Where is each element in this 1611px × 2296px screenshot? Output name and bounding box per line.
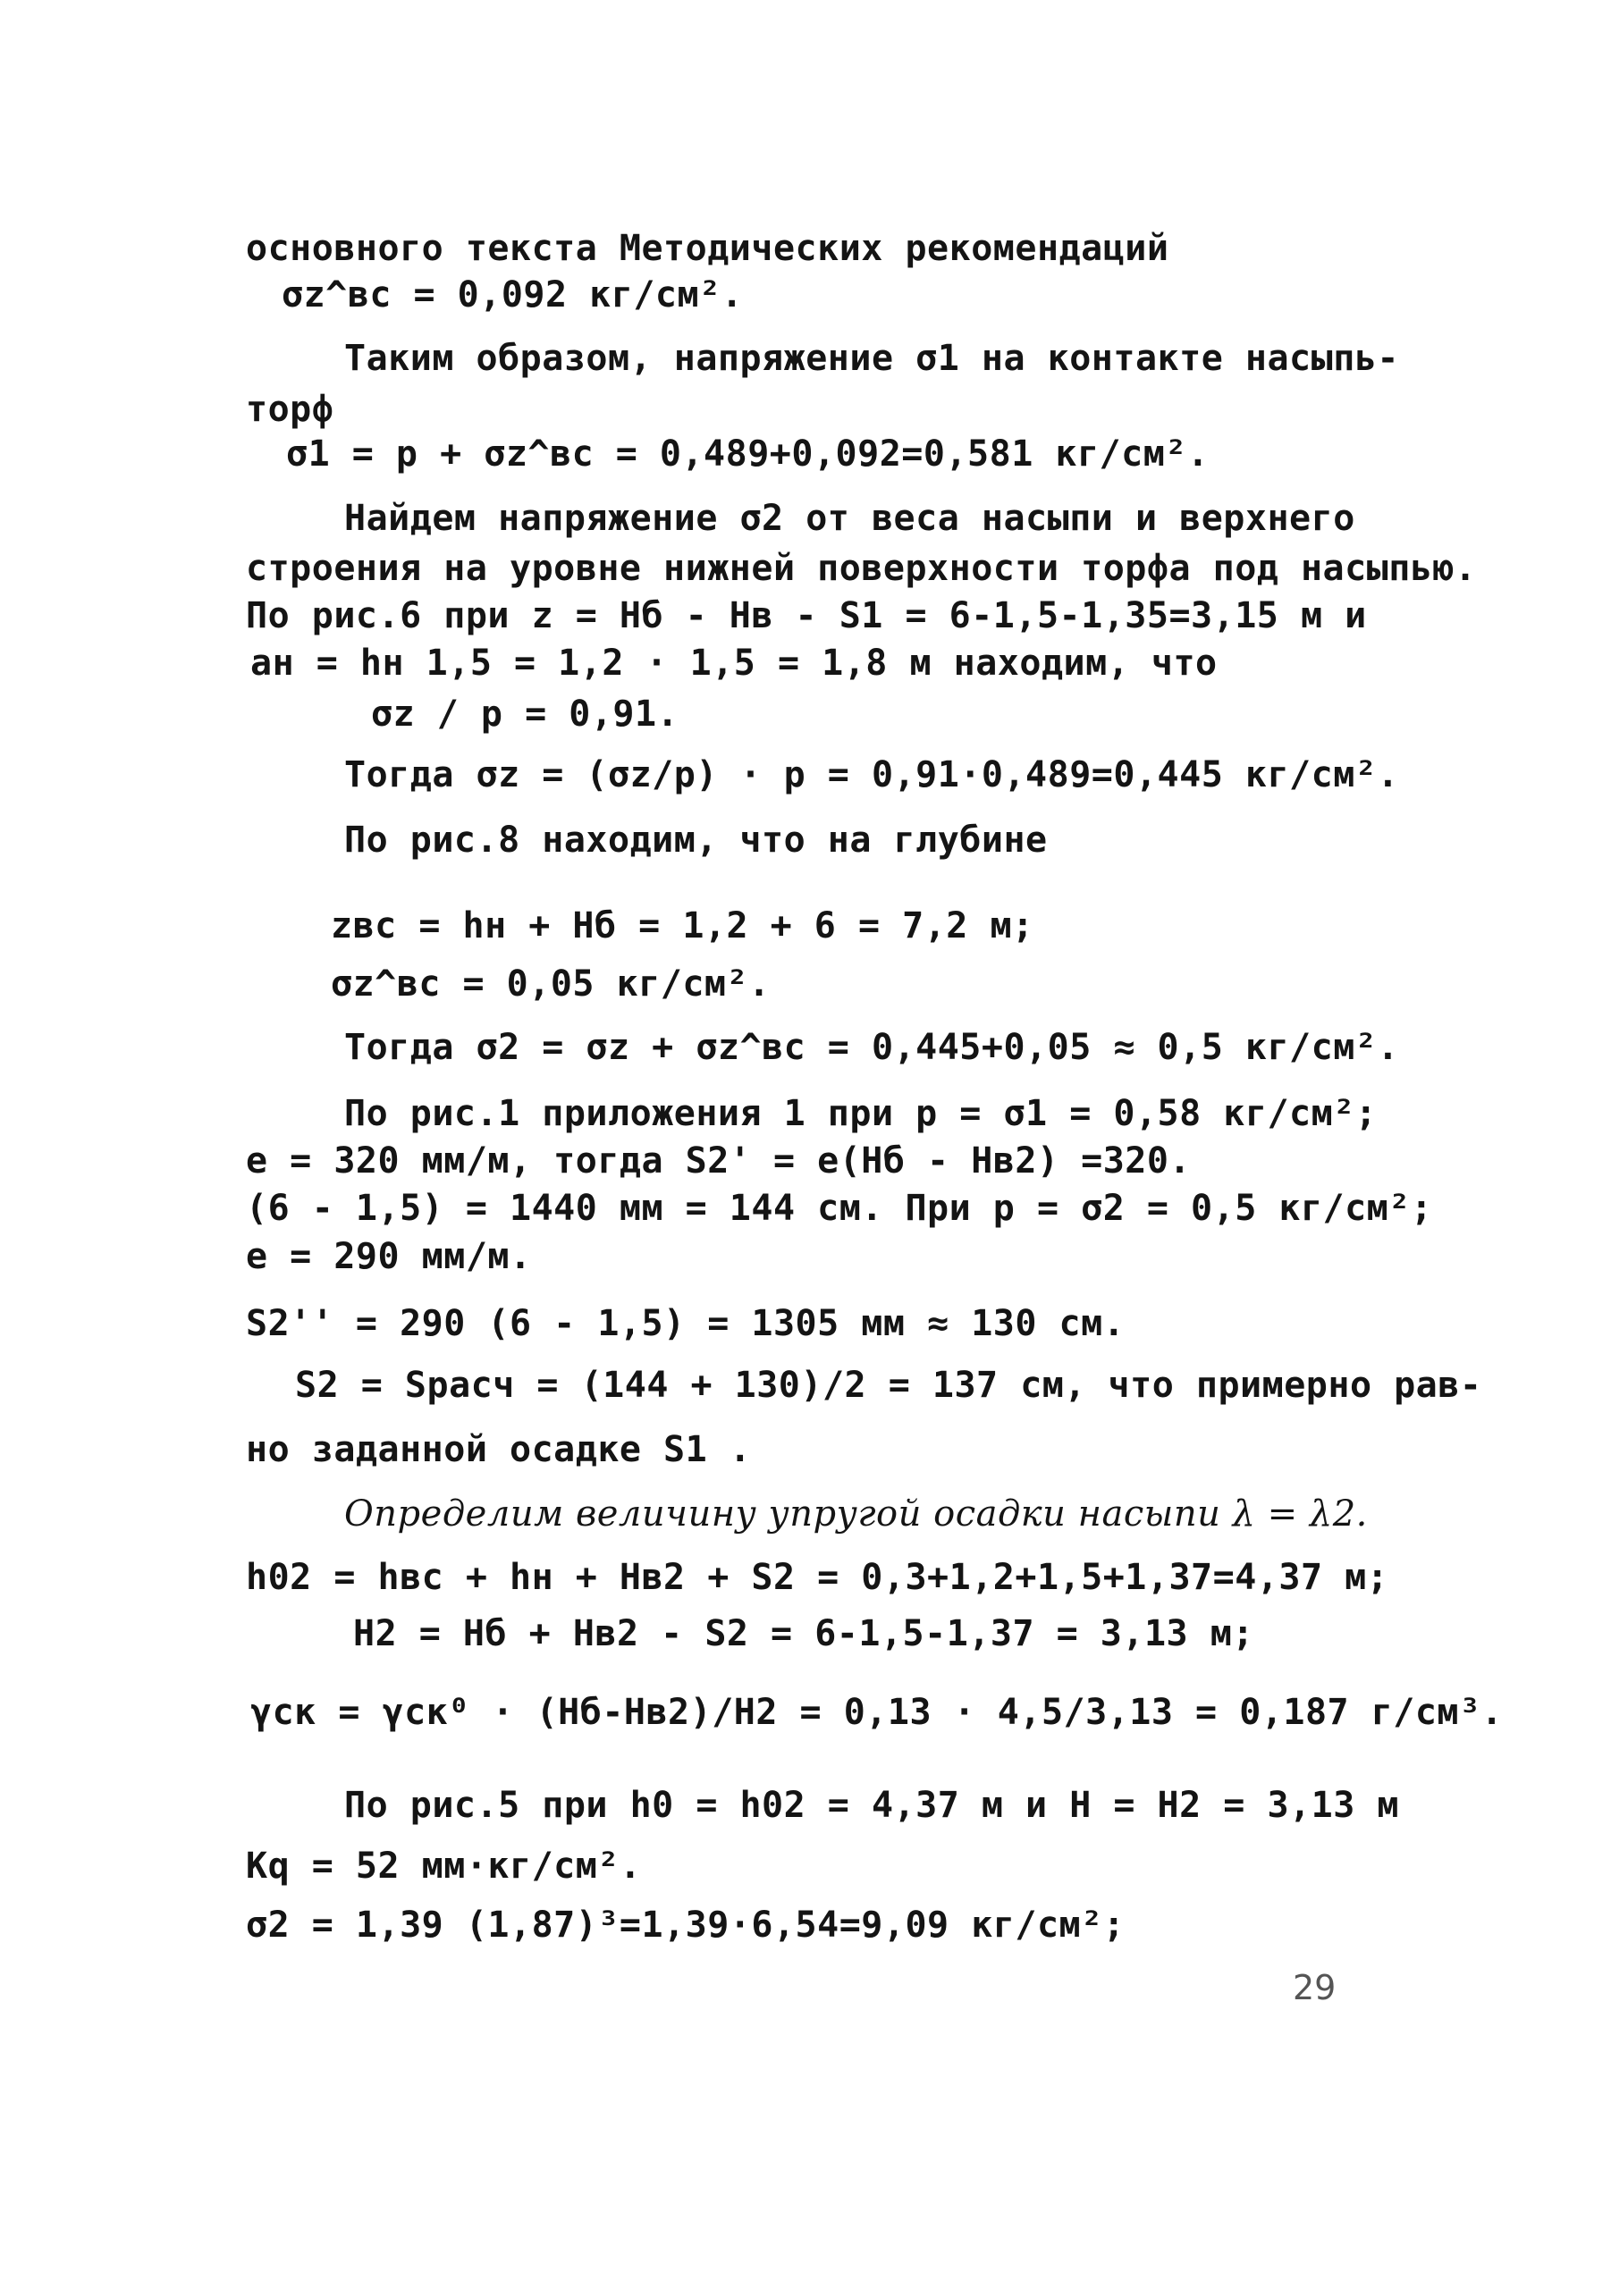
text-line-15: Тогда σ2 = σz + σz^вс = 0,445+0,05 ≈ 0,5 кг/см². (344, 1027, 1399, 1068)
text-line-8: По рис.6 при z = Hб - Hв - S1 = 6-1,5-1,35=3,15 м и (246, 595, 1367, 636)
text-line-4: торф (246, 389, 334, 430)
text-line-6: Найдем напряжение σ2 от веса насыпи и верхнего (344, 498, 1355, 539)
text-line-14: σz^вс = 0,05 кг/см². (331, 963, 771, 1005)
text-line-10: σz / p = 0,91. (371, 694, 679, 735)
text-line-7: строения на уровне нижней поверхности торфа под насыпью. (246, 548, 1477, 589)
text-line-16: По рис.1 приложения 1 при p = σ1 = 0,58 кг/см²; (344, 1093, 1378, 1134)
text-line-18: (6 - 1,5) = 1440 мм = 144 см. При p = σ2 = 0,5 кг/см²; (246, 1188, 1433, 1229)
text-line-20: S2'' = 290 (6 - 1,5) = 1305 мм ≈ 130 см. (246, 1303, 1126, 1344)
text-line-11: Тогда σz = (σz/p) · p = 0,91·0,489=0,445 кг/см². (344, 754, 1399, 795)
text-line-22: но заданной осадке S1 . (246, 1429, 752, 1470)
text-line-25: H2 = Hб + Hв2 - S2 = 6-1,5-1,37 = 3,13 м; (353, 1613, 1254, 1654)
text-line-26: γск = γск⁰ · (Hб-Hв2)/H2 = 0,13 · 4,5/3,13 = 0,187 г/см³. (250, 1692, 1504, 1733)
text-line-13: zвс = hн + Hб = 1,2 + 6 = 7,2 м; (331, 905, 1034, 946)
text-line-27: По рис.5 при h0 = h02 = 4,37 м и H = H2 = 3,13 м (344, 1785, 1399, 1826)
text-line-9: aн = hн 1,5 = 1,2 · 1,5 = 1,8 м находим, что (250, 643, 1218, 684)
text-line-3: Таким образом, напряжение σ1 на контакте насыпь- (344, 338, 1399, 379)
text-line-29: σ2 = 1,39 (1,87)³=1,39·6,54=9,09 кг/см²; (246, 1905, 1126, 1946)
text-line-12: По рис.8 находим, что на глубине (344, 820, 1048, 861)
text-line-5: σ1 = p + σz^вс = 0,489+0,092=0,581 кг/см². (286, 433, 1210, 475)
text-line-28: Kq = 52 мм·кг/см². (246, 1846, 642, 1887)
text-line-2: σz^вс = 0,092 кг/см². (282, 274, 744, 315)
text-line-24: h02 = hвс + hн + Hв2 + S2 = 0,3+1,2+1,5+1,37=4,37 м; (246, 1557, 1389, 1598)
text-line-17: e = 320 мм/м, тогда S2' = e(Hб - Hв2) =320. (246, 1140, 1192, 1182)
text-line-23: Определим величину упругой осадки насыпи λ = λ2. (344, 1493, 1368, 1535)
text-line-19: e = 290 мм/м. (246, 1236, 532, 1277)
text-line-1: основного текста Методических рекомендаций (246, 228, 1169, 269)
text-line-21: S2 = Sрасч = (144 + 130)/2 = 137 см, что примерно рав- (295, 1365, 1482, 1406)
page-number: 29 (1293, 1968, 1337, 2007)
